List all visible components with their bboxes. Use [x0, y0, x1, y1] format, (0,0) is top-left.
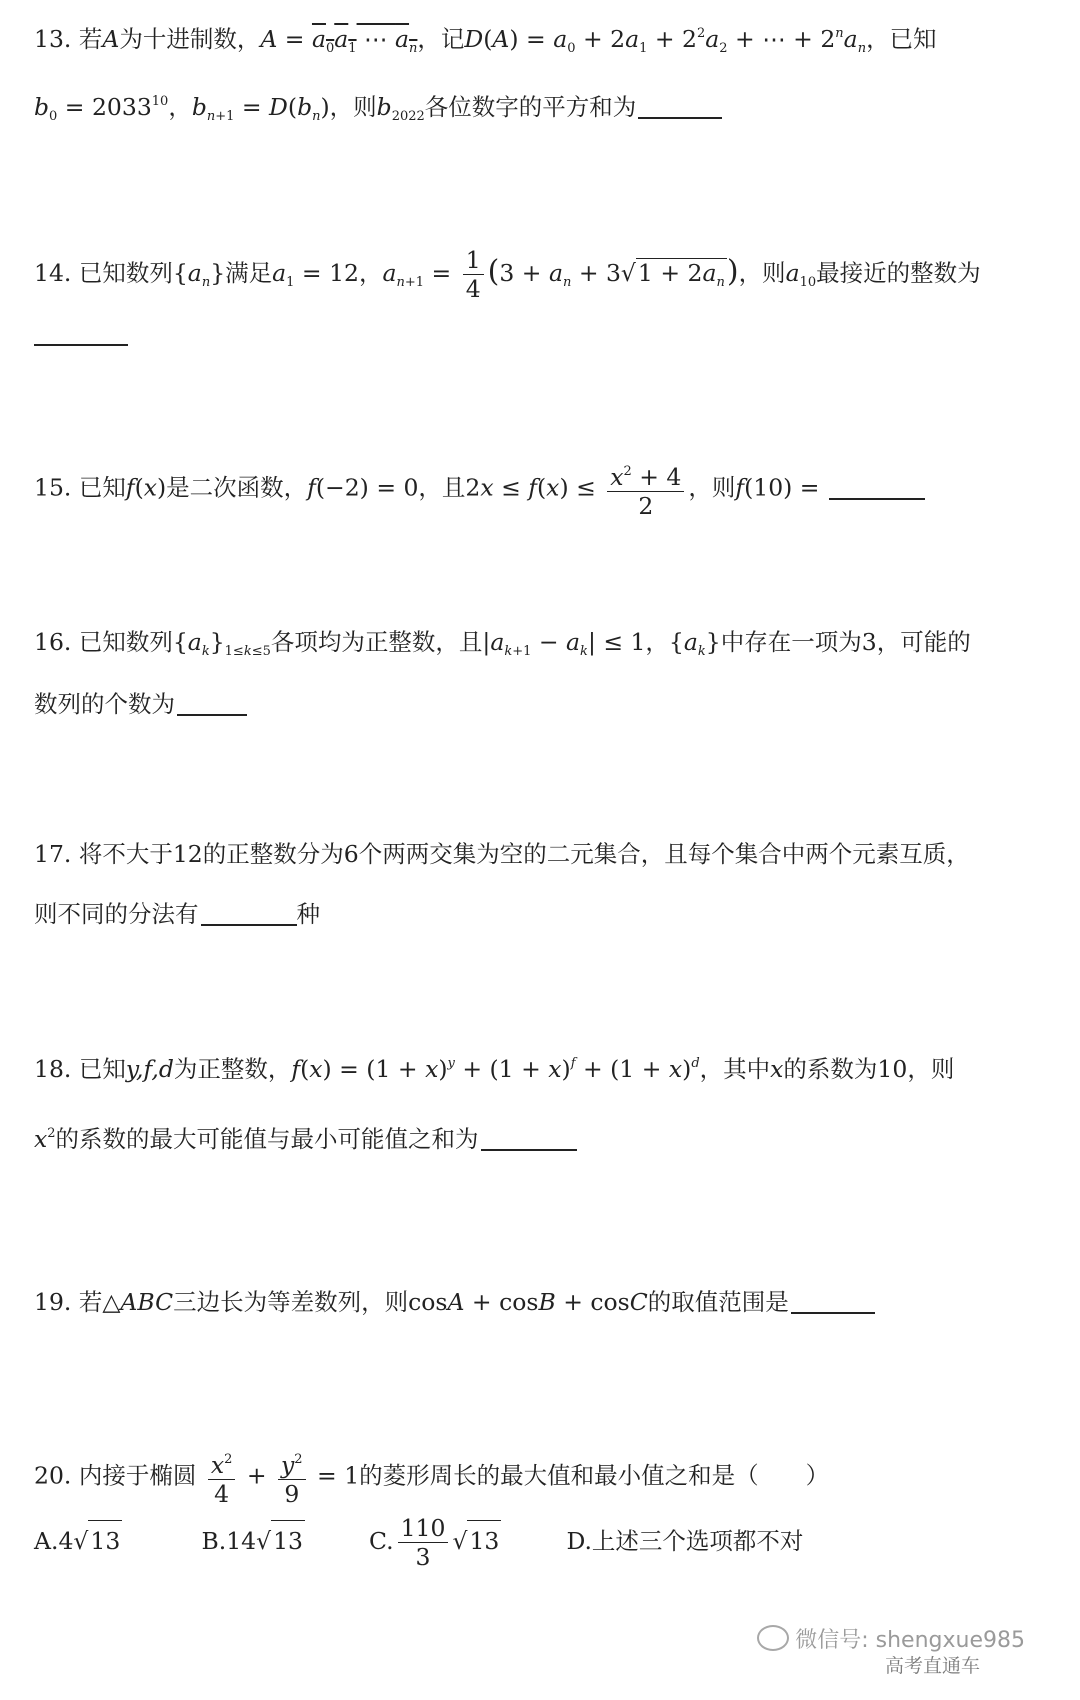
q13-line2: $b_0 = 2033^{10}$，$b_{n+1} = D(b_n)$，则$b_{2022}$各位数字的平方和为: [34, 82, 722, 137]
q20-option-c[interactable]: C. $\frac{110}{3}$ √13: [368, 1514, 500, 1571]
q18-answer-blank[interactable]: [481, 1125, 577, 1151]
q17-line1: [34, 834, 970, 874]
q20-option-b[interactable]: B.14√13: [201, 1520, 361, 1561]
q18-line1: 18. 已知y,f,d为正整数，$f(x) = (1 + x)^y + (1 + x)^f + (1 + x)^d$，其中x的系数为10，则: [34, 1055, 955, 1083]
q15-number: 15.: [34, 473, 72, 502]
q20-line1: 20. 内接于椭圆 $\frac{x^2}{4}$ + $\frac{y^2}{9}$ = 1的菱形周长的最大值和最小值之和是（ ）: [34, 1446, 829, 1508]
q18-number: 18.: [34, 1055, 72, 1083]
q14-line1: 14. 已知数列$\{a_n\}$满足$a_1 = 12$，$a_{n+1}$ = $\frac{1}{4}$ $(3 + a_n + 3√1 + 2a_n)$，则$a_{10}$最接近的整数为: [34, 246, 981, 303]
q13-number: 13.: [34, 25, 72, 53]
q19-number: 19.: [34, 1288, 72, 1316]
q14-number: 14.: [34, 259, 72, 287]
q16-line2: [34, 684, 247, 724]
q15-line1: 15. 已知f(x)是二次函数，f(−2) = 0，且2x ≤ f(x) ≤ $\frac{x^2 + 4}{2}$ ，则f(10) =: [34, 458, 925, 520]
q17-line2-suffix: 种: [296, 900, 320, 928]
q20-option-a[interactable]: A.4√13: [34, 1520, 194, 1561]
q13-answer-blank[interactable]: [638, 93, 722, 119]
q14-answer-blank[interactable]: [34, 320, 128, 346]
q20-fraction-x: $\frac{x^2}{4}$: [208, 1446, 236, 1508]
q16-line2-text: 数列的个数为: [34, 690, 175, 718]
q17-line2: [34, 894, 320, 934]
q17-number: 17.: [34, 840, 72, 868]
wechat-icon: [757, 1625, 789, 1651]
q17-line1-text: 将不大于12的正整数分为6个两两交集为空的二元集合，且每个集合中两个元素互质，: [78, 840, 970, 868]
q16-number: 16.: [34, 628, 72, 656]
watermark: [757, 1623, 1025, 1654]
q20-options: [34, 1514, 803, 1571]
q17-line2-text: 则不同的分法有: [34, 900, 199, 928]
q18-line2: $x^2$的系数的最大可能值与最小可能值之和为: [34, 1114, 577, 1159]
q19-line1: 19. 若△ABC三边长为等差数列，则cosA + cosB + cosC的取值范围是: [34, 1282, 875, 1322]
q20-option-d[interactable]: D.上述三个选项都不对: [566, 1527, 804, 1555]
watermark-sub: 高考直通车: [884, 1655, 980, 1677]
q14-line2: [34, 314, 128, 354]
q17-answer-blank[interactable]: [201, 900, 297, 926]
q16-answer-blank[interactable]: [177, 690, 247, 716]
watermark-line1: 微信号: shengxue985: [795, 1628, 1025, 1653]
q20-number: 20.: [34, 1461, 72, 1490]
q16-line1: 16. 已知数列$\{a_k\}_{1\le k\le 5}$各项均为正整数，且$|a_{k+1} - a_k| \le 1$，$\{a_k\}$中存在一项为3，可能的: [34, 628, 971, 659]
q15-answer-blank[interactable]: [829, 474, 925, 500]
q20-fraction-y: $\frac{y^2}{9}$: [278, 1446, 306, 1508]
q15-fraction: $\frac{x^2 + 4}{2}$: [607, 458, 684, 520]
q14-fraction: $\frac{1}{4}$: [463, 246, 484, 303]
q19-answer-blank[interactable]: [791, 1288, 875, 1314]
q13-line1: 13. 若A为十进制数，$A = a_0a_1$ ⋯ $a_n$，记$D(A) = a_0 + 2a_1 + 2^2a_2$ + ⋯ + $2^na_n$，已知: [34, 25, 937, 56]
